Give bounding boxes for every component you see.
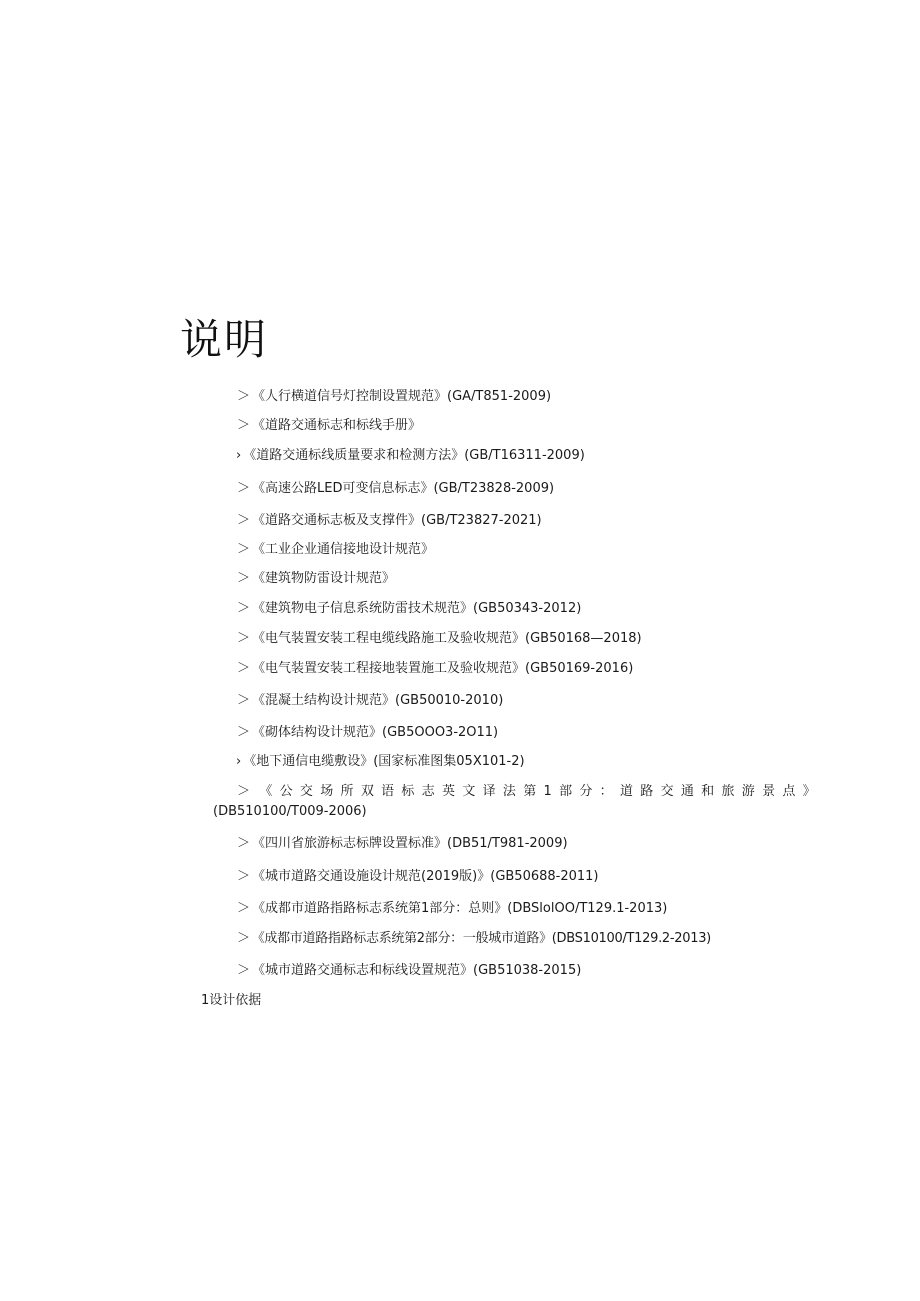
list-item (237, 513, 542, 529)
list-item (236, 448, 585, 464)
section-heading: 1设计依据 (201, 993, 262, 1008)
list-item (237, 418, 421, 434)
reference-text: 《道路交通标线质量要求和检测方法》(GB/T16311-2009) (243, 448, 585, 463)
list-item (237, 963, 581, 979)
reference-text: 《道路交通标志和标线手册》 (252, 418, 422, 433)
list-marker: ＞ (237, 661, 251, 676)
reference-text: 《建筑物防雷设计规范》 (252, 571, 396, 586)
list-marker: ＞ (237, 869, 251, 884)
list-marker: ＞ (237, 784, 258, 799)
list-marker: ＞ (237, 601, 251, 616)
reference-text: 《成都市道路指路标志系统第1部分：总则》(DBSlolOO/T129.1-2013) (252, 901, 668, 916)
reference-text: 《混凝土结构设计规范》(GB50010-2010) (252, 693, 504, 708)
list-marker: ＞ (237, 931, 250, 946)
list-marker: ＞ (237, 693, 251, 708)
reference-text: 《城市道路交通设施设计规范(2019版)》(GB50688-2011) (252, 869, 599, 884)
reference-continuation: (DB510100/T009-2006) (213, 804, 367, 819)
list-item (237, 601, 581, 617)
reference-text: 《地下通信电缆敷设》(国家标准图集05X101-2) (243, 754, 525, 769)
reference-text: 《城市道路交通标志和标线设置规范》(GB51038-2015) (252, 963, 582, 978)
list-item (213, 782, 823, 822)
reference-first-line (213, 782, 823, 802)
list-item (237, 631, 642, 647)
list-item (237, 693, 503, 709)
list-marker: ＞ (237, 542, 251, 557)
reference-text: 《建筑物电子信息系统防雷技术规范》(GB50343-2012) (252, 601, 582, 616)
list-marker: ＞ (237, 571, 251, 586)
list-item (236, 754, 525, 770)
reference-text: 《砌体结构设计规范》(GB5OOO3-2O11) (252, 725, 499, 740)
list-item (237, 931, 711, 947)
list-marker: ＞ (237, 481, 251, 496)
reference-text: 《人行横道信号灯控制设置规范》(GA/T851-2009) (252, 389, 552, 404)
list-item (237, 542, 434, 558)
list-item (237, 836, 568, 852)
list-item (237, 725, 498, 741)
list-item (237, 661, 633, 677)
list-marker: ＞ (237, 631, 251, 646)
page-title: 说明 (180, 315, 269, 364)
list-item (237, 571, 395, 587)
list-marker: ＞ (237, 418, 251, 433)
list-marker: ＞ (237, 725, 251, 740)
list-marker: › (236, 754, 242, 769)
list-marker: ＞ (237, 836, 251, 851)
reference-text: 《公交场所双语标志英文译法第1部分：道路交通和旅游景点》 (259, 784, 823, 799)
reference-text: 《电气装置安装工程接地装置施工及验收规范》(GB50169-2016) (252, 661, 634, 676)
list-item (237, 901, 667, 917)
reference-text: 《工业企业通信接地设计规范》 (252, 542, 435, 557)
reference-text: 《成都市道路指路标志系统第2部分：一般城市道路》(DBS10100/T129.2-2013) (251, 931, 711, 946)
reference-text: 《道路交通标志板及支撑件》(GB/T23827-2021) (252, 513, 542, 528)
list-marker: ＞ (237, 513, 251, 528)
list-marker: ＞ (237, 901, 251, 916)
list-item (237, 869, 599, 885)
list-item (237, 389, 551, 405)
reference-text: 《高速公路LED可变信息标志》(GB/T23828-2009) (252, 481, 555, 496)
reference-text: 《四川省旅游标志标牌设置标准》(DB51/T981-2009) (252, 836, 568, 851)
list-marker: ＞ (237, 389, 251, 404)
list-marker: › (236, 448, 242, 463)
list-marker: ＞ (237, 963, 251, 978)
list-item (237, 481, 554, 497)
reference-text: 《电气装置安装工程电缆线路施工及验收规范》(GB50168—2018) (252, 631, 642, 646)
